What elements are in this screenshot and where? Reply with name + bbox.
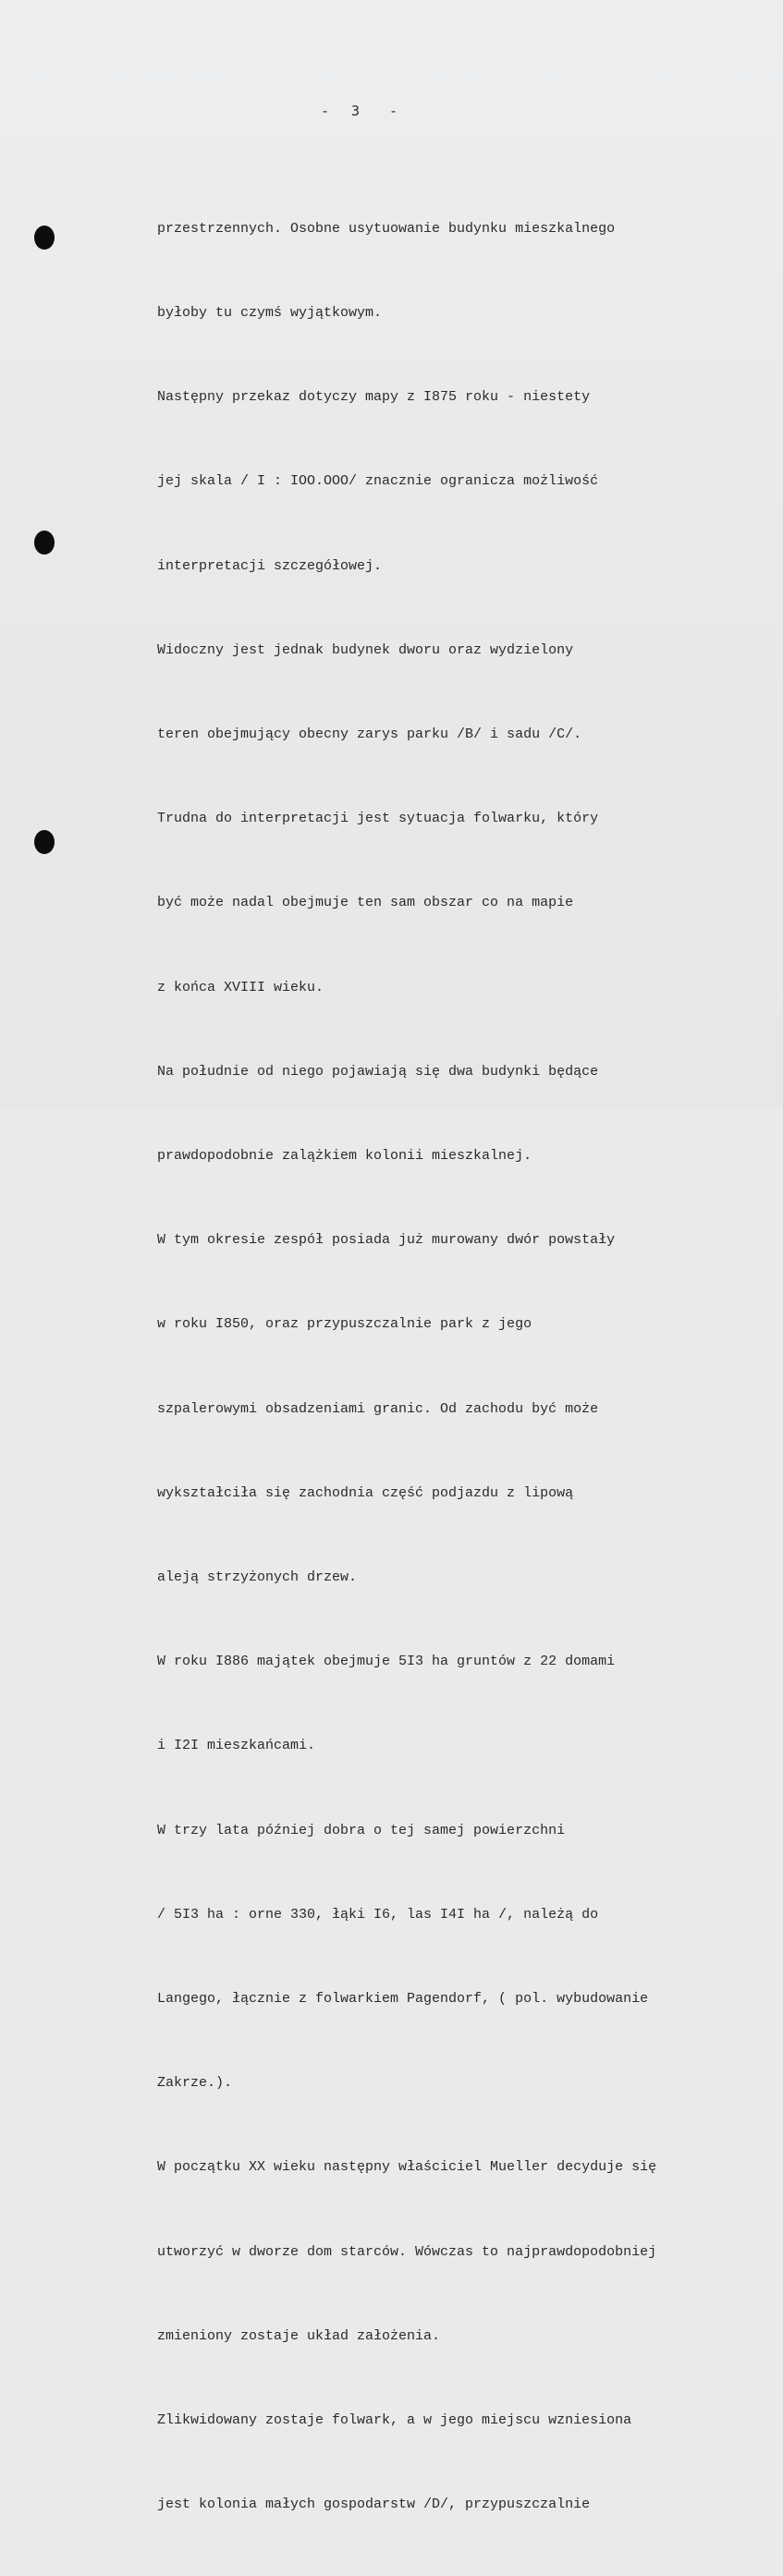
page-number-dash-right: - (389, 103, 400, 119)
text-line: interpretacji szczegółowej. (157, 557, 383, 574)
text-line: utworzyć w dworze dom starców. Wówczas to najprawdopodobniej (157, 2243, 657, 2260)
text-line: jej skala / I : IOO.OOO/ znacznie ogranicza możliwość (157, 473, 599, 490)
text-line: jest kolonia małych gospodarstw /D/, przypuszczalnie (157, 2497, 591, 2513)
text-line: W trzy lata później dobra o tej samej powierzchni (157, 1822, 566, 1838)
punch-hole-middle (34, 531, 55, 555)
text-line: W tym okresie zespół posiada już murowany dwór powstały (157, 1232, 616, 1249)
page-number-dash-left: - (320, 103, 331, 119)
text-line: / 5I3 ha : orne 330, łąki I6, las I4I ha /, należą do (157, 1906, 599, 1923)
text-line: być może nadal obejmuje ten sam obszar co na mapie (157, 895, 574, 911)
text-line: aleją strzyżonych drzew. (157, 1569, 358, 1586)
page-number-value: 3 (350, 103, 362, 119)
text-line: szpalerowymi obsadzeniami granic. Od zachodu być może (157, 1400, 599, 1417)
page-number (0, 103, 752, 119)
text-line: byłoby tu czymś wyjątkowym. (157, 305, 383, 322)
text-line: Na południe od niego pojawiają się dwa budynki będące (157, 1063, 599, 1080)
text-line: W roku I886 majątek obejmuje 5I3 ha gruntów z 22 domami (157, 1654, 616, 1670)
text-line: Trudna do interpretacji jest sytuacja folwarku, który (157, 811, 599, 827)
text-line: teren obejmujący obecny zarys parku /B/ i sadu /C/. (157, 726, 582, 743)
text-line: i I2I mieszkańcami. (157, 1738, 316, 1754)
body-text (157, 159, 758, 2576)
text-line: z końca XVIII wieku. (157, 979, 324, 995)
text-line: przestrzennych. Osobne usytuowanie budynku mieszkalnego (157, 220, 616, 237)
text-line: wykształciła się zachodnia część podjazdu z lipową (157, 1484, 574, 1501)
text-line: w roku I850, oraz przypuszczalnie park z jego (157, 1316, 532, 1333)
text-line: prawdopodobnie zalążkiem kolonii mieszkalnej. (157, 1148, 532, 1165)
text-line: zmieniony zostaje układ założenia. (157, 2327, 441, 2344)
text-line: W początku XX wieku następny właściciel Mueller decyduje się (157, 2159, 657, 2176)
punch-hole-bottom (34, 830, 55, 854)
text-line: Zlikwidowany zostaje folwark, a w jego miejscu wzniesiona (157, 2412, 632, 2429)
text-line: Widoczny jest jednak budynek dworu oraz wydzielony (157, 641, 574, 658)
text-line: Następny przekaz dotyczy mapy z I875 roku - niestety (157, 389, 591, 406)
text-line: Langego, łącznie z folwarkiem Pagendorf, ( pol. wybudowanie (157, 1991, 649, 2008)
punch-hole-top (34, 226, 55, 250)
text-line: Zakrze.). (157, 2075, 233, 2092)
